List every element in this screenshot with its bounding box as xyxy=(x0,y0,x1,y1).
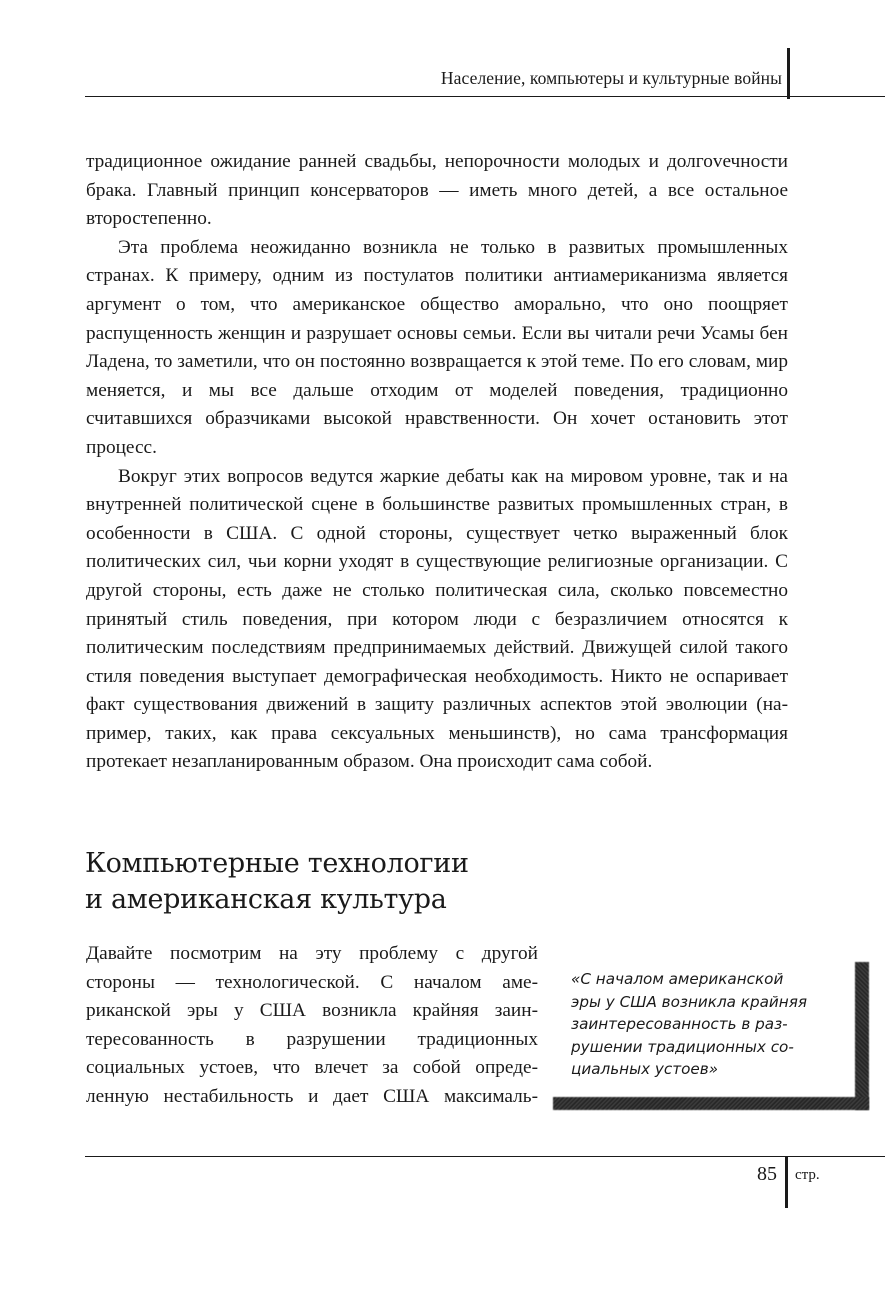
section-heading-line: Компьютерные технологии xyxy=(85,848,469,879)
page-label: стр. xyxy=(795,1167,820,1183)
pull-quote-text xyxy=(571,968,841,1081)
paragraph-continuation: традиционное ожидание ранней свадьбы, непорочности молодых и долгоvечности брака. Главный принцип консерваторов — иметь много детей, а все остальное второстепенно. xyxy=(86,151,788,230)
pull-quote-line: эры у США возникла крайняя xyxy=(571,992,807,1011)
text-line: риканской эры у США возникла крайняя заин- xyxy=(86,1000,538,1022)
footer-vertical-bar xyxy=(785,1157,788,1208)
page-number: 85 xyxy=(757,1163,777,1185)
text-line: тересованность в разрушении традиционных xyxy=(86,1028,538,1050)
pull-quote-line: «С началом американской xyxy=(571,970,784,988)
paragraph: Эта проблема неожиданно возникла не только в развитых промышленных странах. К примеру, одним из постулатов политики антиамериканизма является аргумент о том, что американское общество аморально, что оно поощряет распущенность женщин и разрушает основы семьи. Если вы читали речи Усамы бен Ладена, то заметили, что он постоянно возвращается к этой теме. По его словам, мир меняется, и мы все дальше отходим от моделей поведения, традиционно считавшихся образчиками высокой нравственности. Он хочет остановить этот процесс. xyxy=(86,236,788,458)
pull-quote-shadow-bottom xyxy=(553,1097,869,1110)
text-line: социальных устоев, что влечет за собой опреде- xyxy=(86,1057,538,1079)
pull-quote-box xyxy=(553,962,855,1097)
pull-quote-line: рушении традиционных со- xyxy=(571,1037,794,1056)
footer-rule xyxy=(85,1156,885,1157)
section-body-text xyxy=(86,940,538,1112)
text-line: стороны — технологической. С началом аме- xyxy=(86,971,538,993)
pull-quote-shadow-right xyxy=(855,962,869,1110)
paragraph: Вокруг этих вопросов ведутся жаркие дебаты как на мировом уровне, так и на внутренней политической сцене в большинстве развитых промышленных стран, в особенности в США. С одной стороны, существует четко выраженный блок политических сил, чьи корни уходят в существующие религиозные организации. С другой стороны, есть даже не столько политическая сила, сколько повсеместно принятый стиль поведения, при котором люди с безразличием относятся к политическим последствиям предпринимаемых действий. Движущей силой такого стиля поведения выступает демографическая необходимость. Никто не оспаривает факт существования движений в защиту различных аспектов этой эволюции (например, таких, как права сексуальных меньшинств), но сама трансформация протекает незапланированным образом. Она происходит сама собой. xyxy=(86,465,788,773)
main-body-text xyxy=(86,148,788,777)
section-heading-line: и американская культура xyxy=(85,884,447,915)
text-line: ленную нестабильность и дает США максималь- xyxy=(86,1085,538,1107)
header-vertical-bar xyxy=(787,48,790,99)
pull-quote-line: циальных устоев» xyxy=(571,1060,719,1078)
pull-quote-line: заинтересованность в раз- xyxy=(571,1015,788,1033)
text-line: Давайте посмотрим на эту проблему с другой xyxy=(86,943,538,964)
section-heading xyxy=(85,846,545,918)
running-header-title: Население, компьютеры и культурные войны xyxy=(440,68,782,88)
header-rule xyxy=(85,96,885,97)
